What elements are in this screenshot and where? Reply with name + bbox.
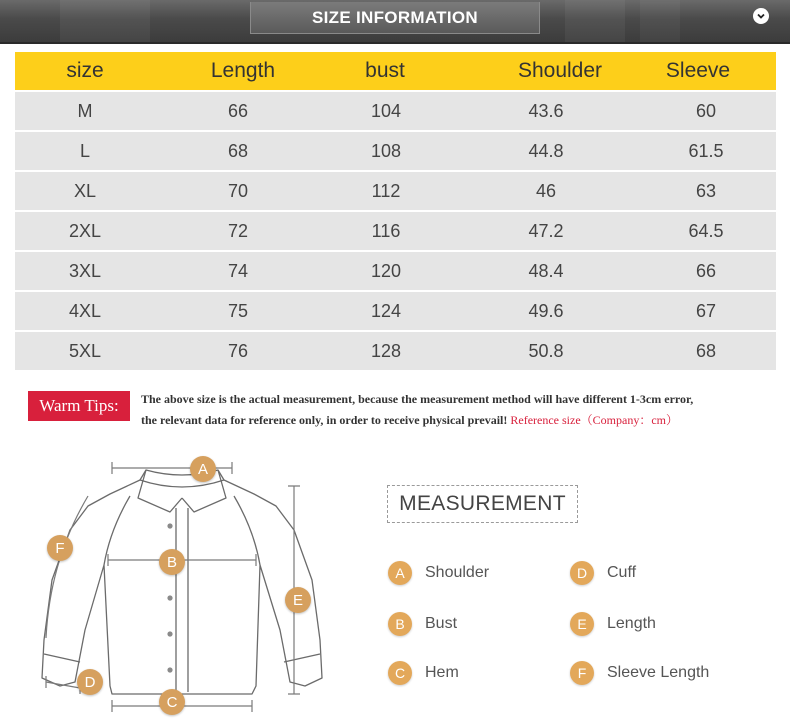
cell-bust: 124 [370,300,402,321]
legend-letter-b: B [388,612,412,636]
legend-label-hem: Hem [425,664,459,681]
cell-length: 70 [227,180,249,201]
reference-size-note: Reference size（Company：cm） [510,413,678,427]
cell-sleeve: 61.5 [688,140,724,161]
legend-item-hem [388,661,459,685]
cell-bust: 104 [370,100,402,121]
legend-item-bust [388,612,457,636]
cell-bust: 128 [370,340,402,361]
cell-sleeve: 68 [695,340,717,361]
column-header-size: size [66,59,104,82]
cell-length: 75 [227,300,249,321]
table-row [15,172,776,210]
table-row [15,92,776,130]
legend-item-length [570,612,656,636]
table-row [15,252,776,290]
legend-item-sleeve-length [570,661,709,685]
cell-sleeve: 66 [695,260,717,281]
shirt-diagram [30,450,340,718]
tips-text-line2-body: the relevant data for reference only, in order to receive physical prevail! [141,413,508,427]
cell-size: L [79,140,91,161]
tips-text-line1: The above size is the actual measurement, because the measurement method will have different 1-3cm error, [141,392,694,406]
column-header-bust: bust [365,59,405,82]
legend-item-shoulder [388,561,489,585]
cell-length: 66 [227,100,249,121]
legend-letter-f: F [570,661,594,685]
warm-tips-badge: Warm Tips: [28,391,130,421]
table-header-row [15,52,776,90]
header-title: SIZE INFORMATION [250,2,540,34]
cell-bust: 120 [370,260,402,281]
marker-c: C [159,689,185,715]
table-row [15,132,776,170]
table-row [15,332,776,370]
cell-shoulder: 49.6 [528,300,564,321]
cell-sleeve: 60 [695,100,717,121]
cell-shoulder: 50.8 [528,340,564,361]
cell-shoulder: 44.8 [528,140,564,161]
cell-length: 74 [227,260,249,281]
legend-label-shoulder: Shoulder [425,564,490,581]
marker-e: E [285,587,311,613]
tips-text-line2 [141,411,678,428]
cell-sleeve: 67 [695,300,717,321]
legend-item-cuff [570,561,636,585]
marker-a: A [190,456,216,482]
measurement-title: MEASUREMENT [387,485,578,523]
cell-sleeve: 63 [695,180,717,201]
size-table [15,52,776,370]
cell-sleeve: 64.5 [688,220,724,241]
size-info-header [0,0,790,44]
legend-label-bust: Bust [425,615,458,632]
cell-size: 3XL [68,260,102,281]
marker-f: F [47,535,73,561]
marker-b: B [159,549,185,575]
chevron-down-icon[interactable] [753,8,769,24]
legend-letter-d: D [570,561,594,585]
legend-letter-c: C [388,661,412,685]
cell-size: 2XL [68,220,102,241]
cell-size: 5XL [68,340,102,361]
cell-bust: 116 [371,220,401,241]
marker-d: D [77,669,103,695]
cell-bust: 108 [370,140,402,161]
cell-shoulder: 48.4 [528,260,564,281]
cell-length: 76 [227,340,249,361]
cell-size: 4XL [68,300,102,321]
cell-size: XL [73,180,97,201]
column-header-length: Length [210,59,276,82]
cell-size: M [77,100,93,121]
table-row [15,212,776,250]
legend-label-sleeve-length: Sleeve Length [607,664,710,681]
cell-bust: 112 [371,180,401,201]
legend-letter-e: E [570,612,594,636]
legend-label-length: Length [607,615,656,632]
legend-letter-a: A [388,561,412,585]
column-header-sleeve: Sleeve [665,59,731,82]
legend-label-cuff: Cuff [607,564,637,581]
cell-length: 72 [227,220,249,241]
cell-shoulder: 47.2 [528,220,564,241]
cell-length: 68 [227,140,249,161]
table-row [15,292,776,330]
column-header-shoulder: Shoulder [517,59,603,82]
cell-shoulder: 46 [535,180,557,201]
cell-shoulder: 43.6 [528,100,564,121]
